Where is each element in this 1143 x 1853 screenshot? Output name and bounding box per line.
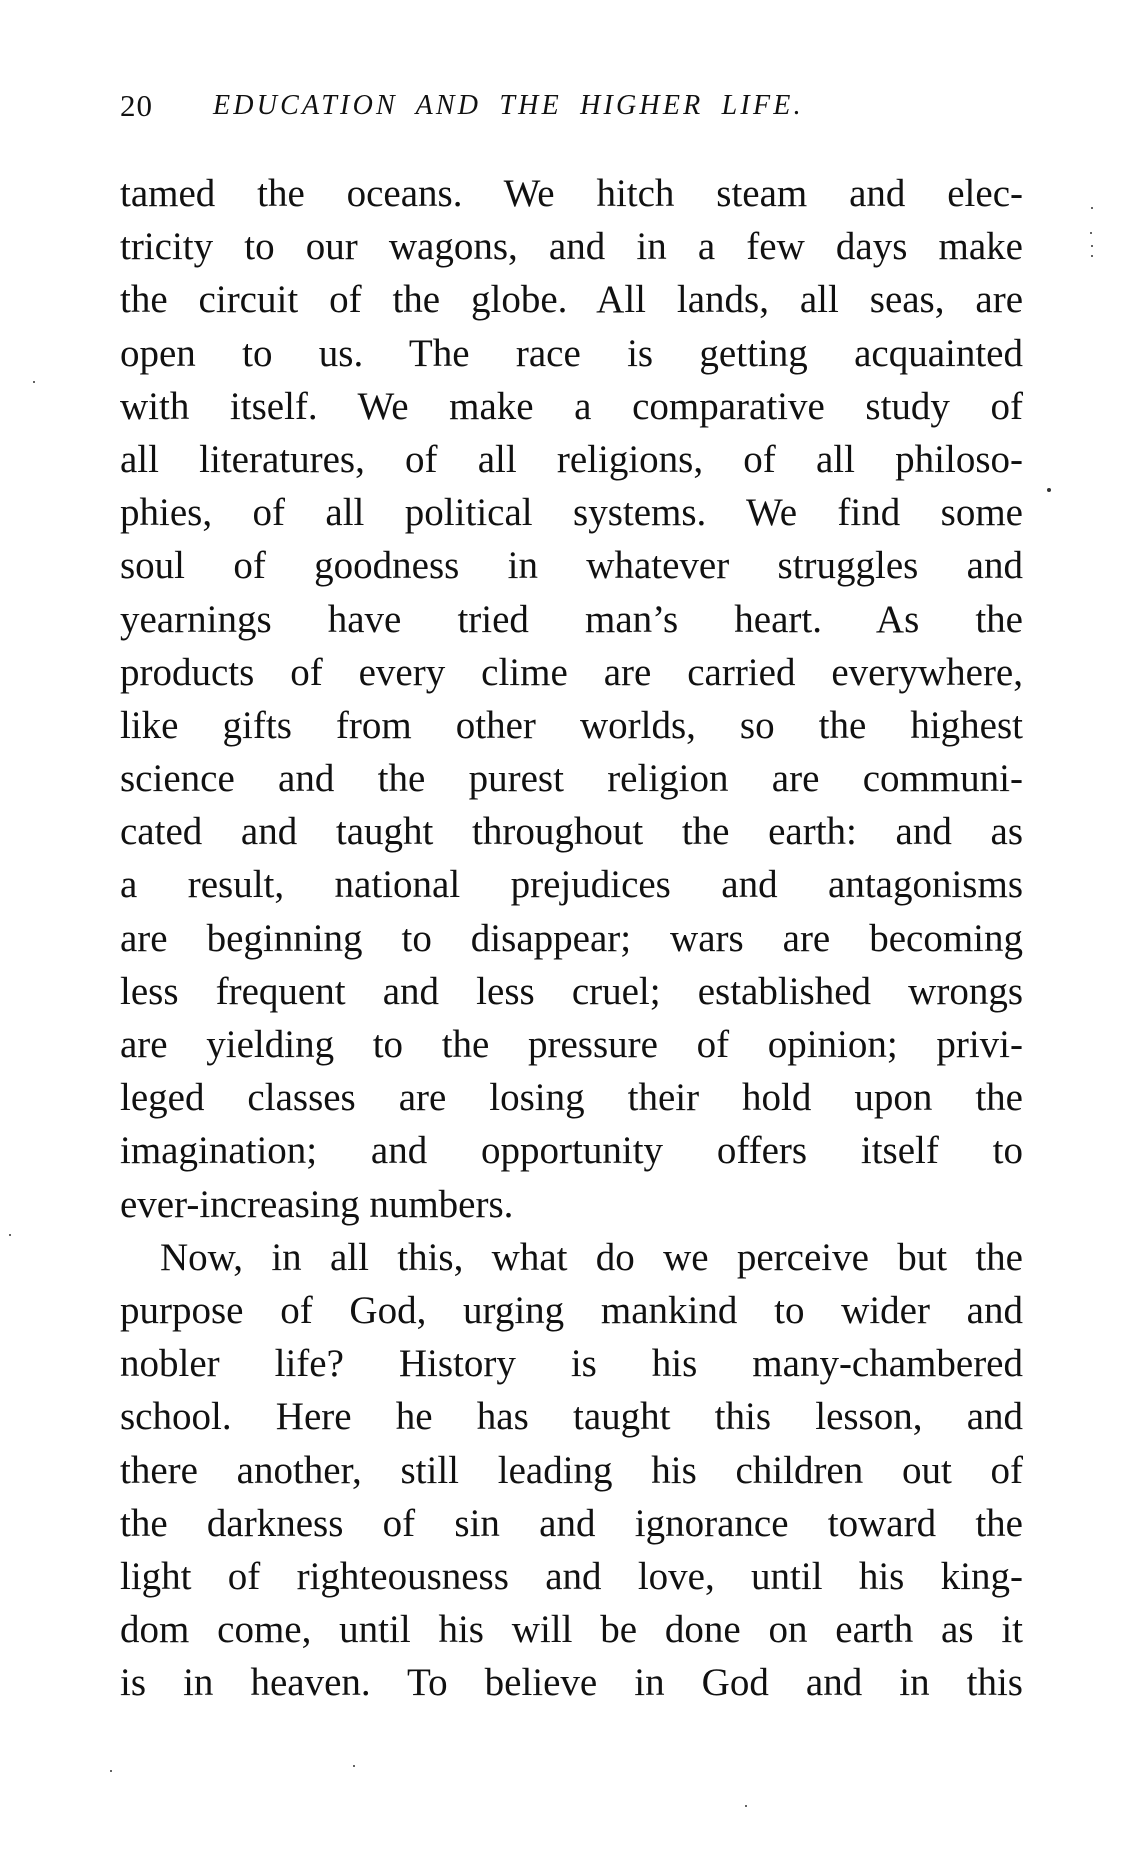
text-line: phies, of all political systems. We find some [120, 491, 1023, 535]
text-line: less frequent and less cruel; established wrongs [120, 969, 1023, 1013]
text-line: nobler life? History is his many-chambered [120, 1342, 1023, 1386]
text-line: tamed the oceans. We hitch steam and elec- [120, 172, 1023, 215]
text-line: yearnings have tried man’s heart. As the [120, 597, 1023, 641]
running-head [120, 86, 940, 126]
scan-speck [353, 1765, 355, 1767]
text-line: soul of goodness in whatever struggles and [120, 544, 1023, 588]
text-line: products of every clime are carried everywhere, [120, 650, 1023, 694]
scan-speck [110, 1770, 112, 1772]
text-line: purpose of God, urging mankind to wider and [120, 1288, 1023, 1332]
text-line: imagination; and opportunity offers itself to [120, 1129, 1023, 1173]
text-line: Now, in all this, what do we perceive but the [160, 1235, 1023, 1279]
text-line: all literatures, of all religions, of all philoso- [120, 437, 1023, 481]
text-line: cated and taught throughout the earth: and as [120, 810, 1023, 854]
text-line: open to us. The race is getting acquainted [120, 331, 1023, 375]
text-line: a result, national prejudices and antagonisms [120, 863, 1023, 907]
scan-speck [1090, 232, 1092, 234]
text-line: are yielding to the pressure of opinion; privi- [120, 1023, 1023, 1066]
scan-speck [745, 1805, 747, 1807]
scan-speck [1091, 245, 1093, 247]
scan-speck [1091, 207, 1093, 209]
paragraph-1 [120, 167, 1023, 1231]
text-line: the circuit of the globe. All lands, all seas, are [120, 278, 1023, 322]
text-line: with itself. We make a comparative study of [120, 384, 1023, 428]
text-line: science and the purest religion are communi- [120, 757, 1023, 801]
page-number: 20 [120, 88, 153, 123]
scan-speck [9, 1234, 11, 1236]
text-line: there another, still leading his children out of [120, 1448, 1023, 1492]
scan-speck [33, 381, 35, 383]
body-text [120, 167, 1023, 1709]
paragraph-2 [120, 1231, 1023, 1710]
text-line: tricity to our wagons, and in a few days make [120, 225, 1023, 269]
scan-speck [1091, 255, 1093, 257]
text-line: leged classes are losing their hold upon the [120, 1076, 1023, 1120]
text-line: like gifts from other worlds, so the highest [120, 703, 1023, 747]
text-line: ever-increasing numbers. [120, 1182, 514, 1226]
text-line: is in heaven. To believe in God and in this [120, 1661, 1023, 1705]
text-line: are beginning to disappear; wars are becoming [120, 916, 1023, 960]
scan-speck [1047, 488, 1051, 492]
text-line: light of righteousness and love, until his king- [120, 1554, 1023, 1598]
text-line: dom come, until his will be done on earth as it [120, 1608, 1023, 1652]
running-title: EDUCATION AND THE HIGHER LIFE. [213, 90, 804, 121]
text-line: the darkness of sin and ignorance toward the [120, 1501, 1023, 1545]
text-line: school. Here he has taught this lesson, and [120, 1395, 1023, 1439]
